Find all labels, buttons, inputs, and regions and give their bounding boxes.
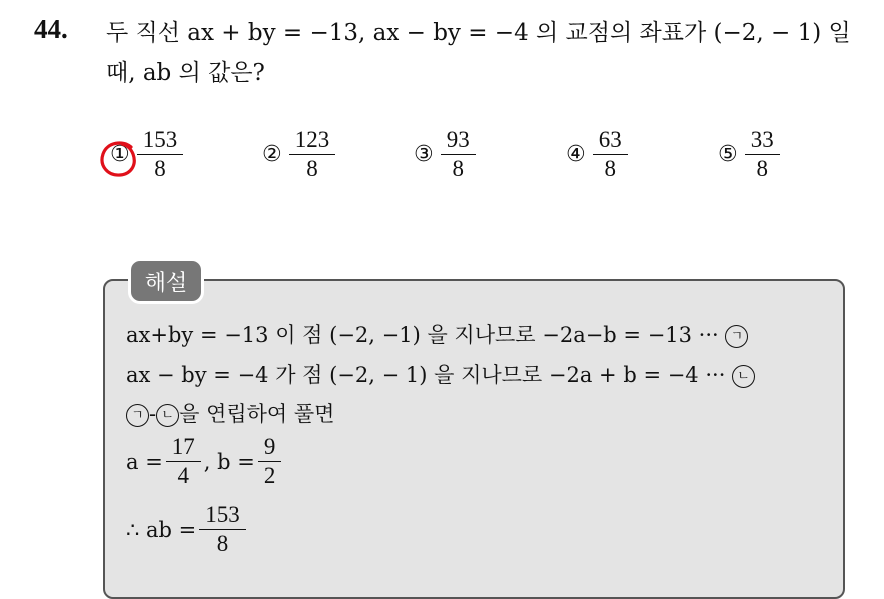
question-text-line2: 때, ab 의 값은? <box>106 60 265 86</box>
solution-line-4 <box>126 435 278 488</box>
circled-nieun-icon: ㄴ <box>156 404 179 427</box>
choice-2-marker: ② <box>262 142 282 168</box>
choice-3[interactable] <box>414 128 473 181</box>
choice-5-fraction <box>748 128 777 181</box>
choice-3-marker: ③ <box>414 142 434 168</box>
question-text-line1: 두 직선 ax + by = −13, ax − by = −4 의 교점의 좌표가 (−2, − 1) 일 <box>106 20 851 46</box>
solution-a-numerator: 17 <box>171 434 195 459</box>
solution-ab-prefix: ∴ ab = <box>126 517 197 542</box>
solution-b-denominator: 2 <box>258 461 282 488</box>
circled-giyeok-icon: ㄱ <box>725 325 748 348</box>
choice-5-denominator: 8 <box>745 154 780 181</box>
choice-3-denominator: 8 <box>441 154 476 181</box>
choice-2-denominator: 8 <box>289 154 336 181</box>
choice-1-marker: ① <box>110 142 130 168</box>
solution-b-fraction <box>261 435 279 488</box>
solution-a-prefix: a = <box>126 449 163 474</box>
question-number: 44. <box>34 14 68 44</box>
solution-line-3-dash: - <box>149 402 157 426</box>
choice-4-denominator: 8 <box>593 154 628 181</box>
choice-5[interactable] <box>718 128 777 181</box>
choice-1-fraction <box>140 128 181 181</box>
solution-line-5 <box>126 503 243 556</box>
circled-giyeok-icon: ㄱ <box>126 404 149 427</box>
solution-ab-denominator: 8 <box>199 529 246 556</box>
choice-3-numerator: 93 <box>446 127 470 152</box>
solution-line-3-text: 을 연립하여 풀면 <box>179 402 335 426</box>
choice-5-numerator: 33 <box>750 127 774 152</box>
solution-ab-numerator: 153 <box>205 502 240 527</box>
choice-4-marker: ④ <box>566 142 586 168</box>
choice-1-numerator: 153 <box>142 127 178 152</box>
solution-line-2-text: ax − by = −4 가 점 (−2, − 1) 을 지나므로 −2a + b = −4 ··· <box>126 363 726 387</box>
answer-circle-mark-icon <box>98 138 140 180</box>
choice-2-fraction <box>292 128 333 181</box>
choice-5-marker: ⑤ <box>718 142 738 168</box>
choice-4-fraction <box>596 128 625 181</box>
choice-3-fraction <box>444 128 473 181</box>
solution-line-3 <box>126 398 334 428</box>
solution-label: 해설 <box>128 258 204 304</box>
solution-line-2 <box>126 359 755 389</box>
solution-line-1-text: ax+by = −13 이 점 (−2, −1) 을 지나므로 −2a−b = −13 ··· <box>126 323 719 347</box>
choice-2-numerator: 123 <box>294 127 330 152</box>
choice-2[interactable] <box>262 128 332 181</box>
solution-a-denominator: 4 <box>166 461 201 488</box>
choice-1-denominator: 8 <box>137 154 184 181</box>
solution-b-numerator: 9 <box>263 434 276 459</box>
solution-b-prefix: , b = <box>203 449 255 474</box>
solution-a-fraction <box>169 435 198 488</box>
solution-ab-fraction <box>202 503 243 556</box>
choice-4[interactable] <box>566 128 625 181</box>
choice-4-numerator: 63 <box>598 127 622 152</box>
solution-line-1 <box>126 319 748 349</box>
circled-nieun-icon: ㄴ <box>732 365 755 388</box>
